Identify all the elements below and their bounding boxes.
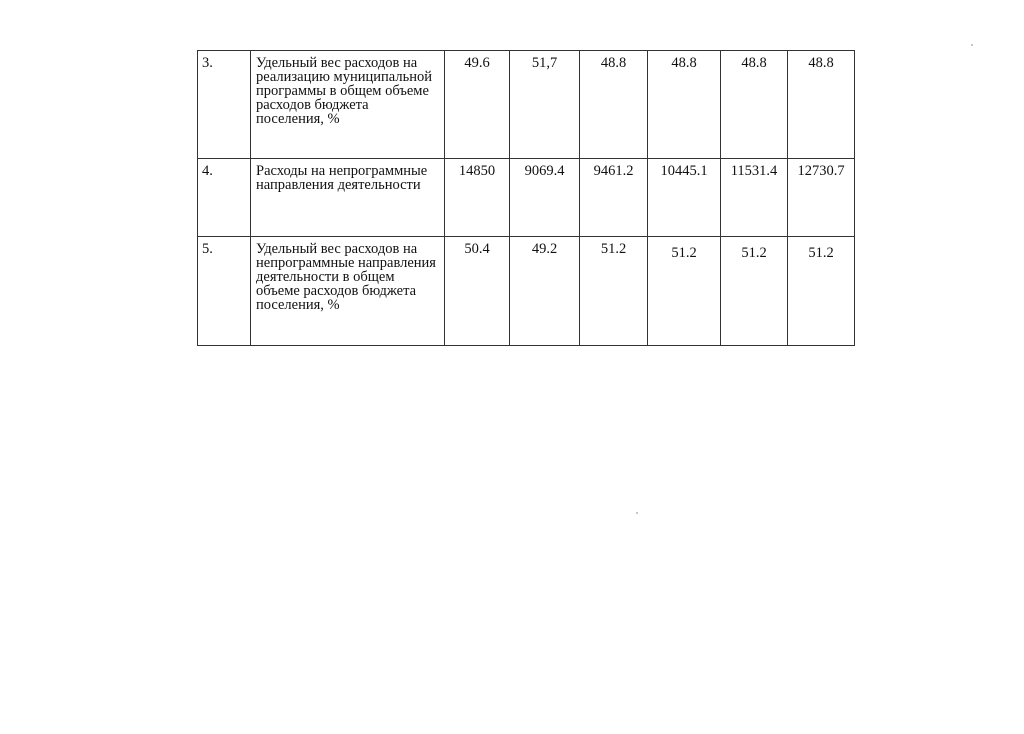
value-cell: 51.2	[648, 237, 721, 346]
value-cell: 49.6	[445, 51, 510, 159]
indicator-name: Удельный вес расходов на непрограммные направления деятельности в общем объеме расходов бюджета поселения, %	[251, 237, 445, 346]
value-cell: 11531.4	[721, 159, 788, 237]
value-cell: 9069.4	[510, 159, 580, 237]
indicators-table	[197, 50, 855, 346]
value-cell: 48.8	[648, 51, 721, 159]
value-cell: 51.2	[580, 237, 648, 346]
value-cell: 48.8	[580, 51, 648, 159]
value-cell: 12730.7	[788, 159, 855, 237]
value-cell: 51,7	[510, 51, 580, 159]
value-cell: 48.8	[721, 51, 788, 159]
value-cell: 14850	[445, 159, 510, 237]
row-number: 4.	[198, 159, 251, 237]
value-cell: 49.2	[510, 237, 580, 346]
indicator-name: Расходы на непрограммные направления деятельности	[251, 159, 445, 237]
value-cell: 9461.2	[580, 159, 648, 237]
value-cell: 50.4	[445, 237, 510, 346]
scan-speck	[636, 512, 638, 514]
value-cell: 51.2	[721, 237, 788, 346]
row-number: 5.	[198, 237, 251, 346]
value-cell: 10445.1	[648, 159, 721, 237]
value-cell: 51.2	[788, 237, 855, 346]
table-row	[198, 51, 855, 159]
table-row	[198, 237, 855, 346]
value-cell: 48.8	[788, 51, 855, 159]
table-row	[198, 159, 855, 237]
indicator-name: Удельный вес расходов на реализацию муниципальной программы в общем объеме расходов бюджета поселения, %	[251, 51, 445, 159]
row-number: 3.	[198, 51, 251, 159]
scan-speck	[971, 44, 973, 46]
